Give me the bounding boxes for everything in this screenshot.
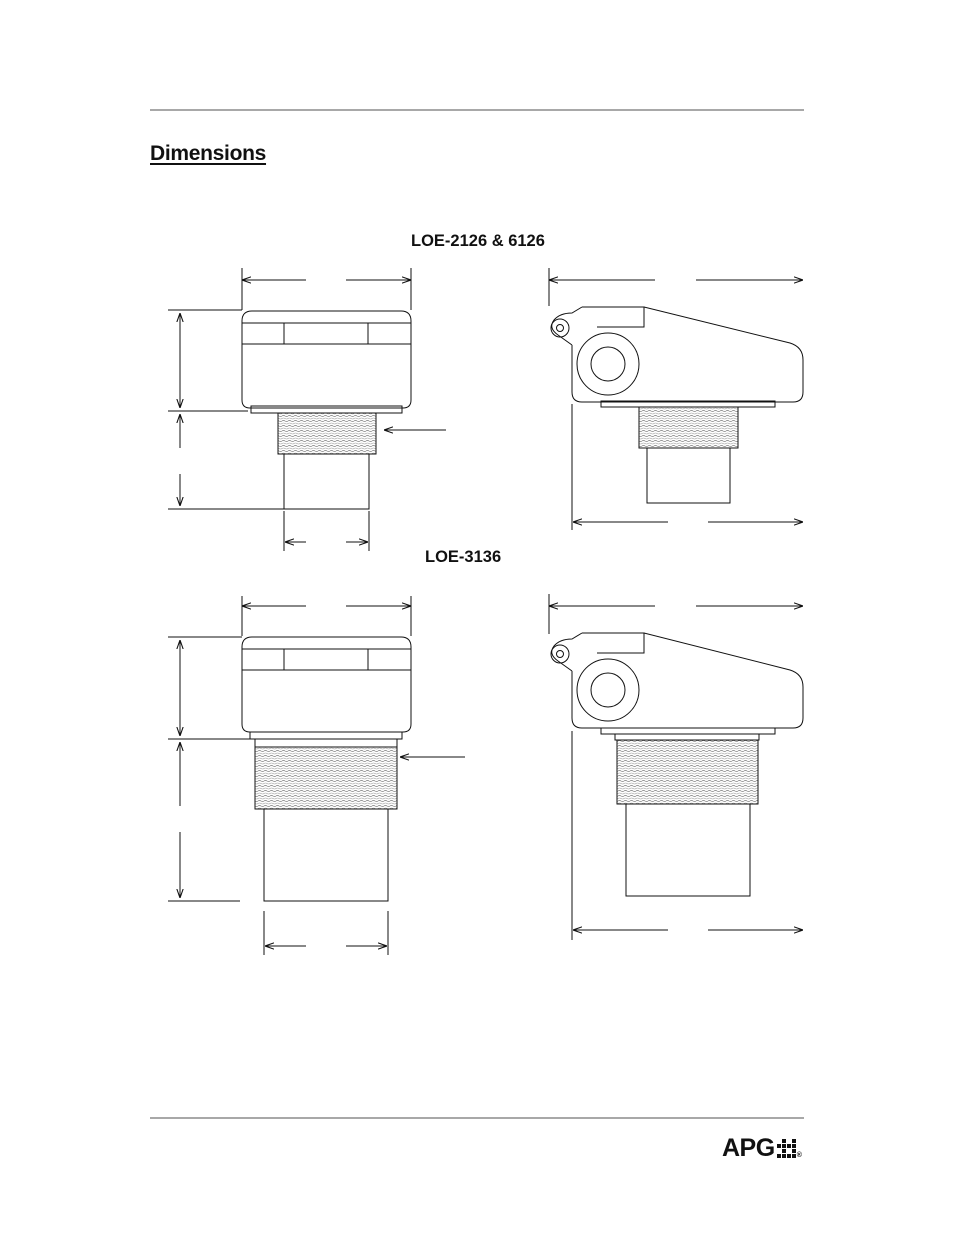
registered-mark: ® bbox=[796, 1152, 802, 1159]
logo-grid-icon bbox=[777, 1139, 796, 1158]
drawing-label-loe-2126: LOE-2126 & 6126 bbox=[411, 232, 545, 250]
loe-2126-front-view bbox=[168, 268, 446, 551]
apg-logo bbox=[722, 1134, 801, 1163]
footer-rule bbox=[150, 1117, 804, 1119]
page-title: Dimensions bbox=[150, 142, 267, 165]
loe-3136-side-view bbox=[549, 594, 803, 940]
drawing-label-loe-3136: LOE-3136 bbox=[425, 548, 502, 566]
loe-3136-front-view bbox=[168, 596, 465, 955]
logo-text: APG bbox=[722, 1134, 775, 1162]
loe-2126-side-view bbox=[549, 268, 803, 530]
